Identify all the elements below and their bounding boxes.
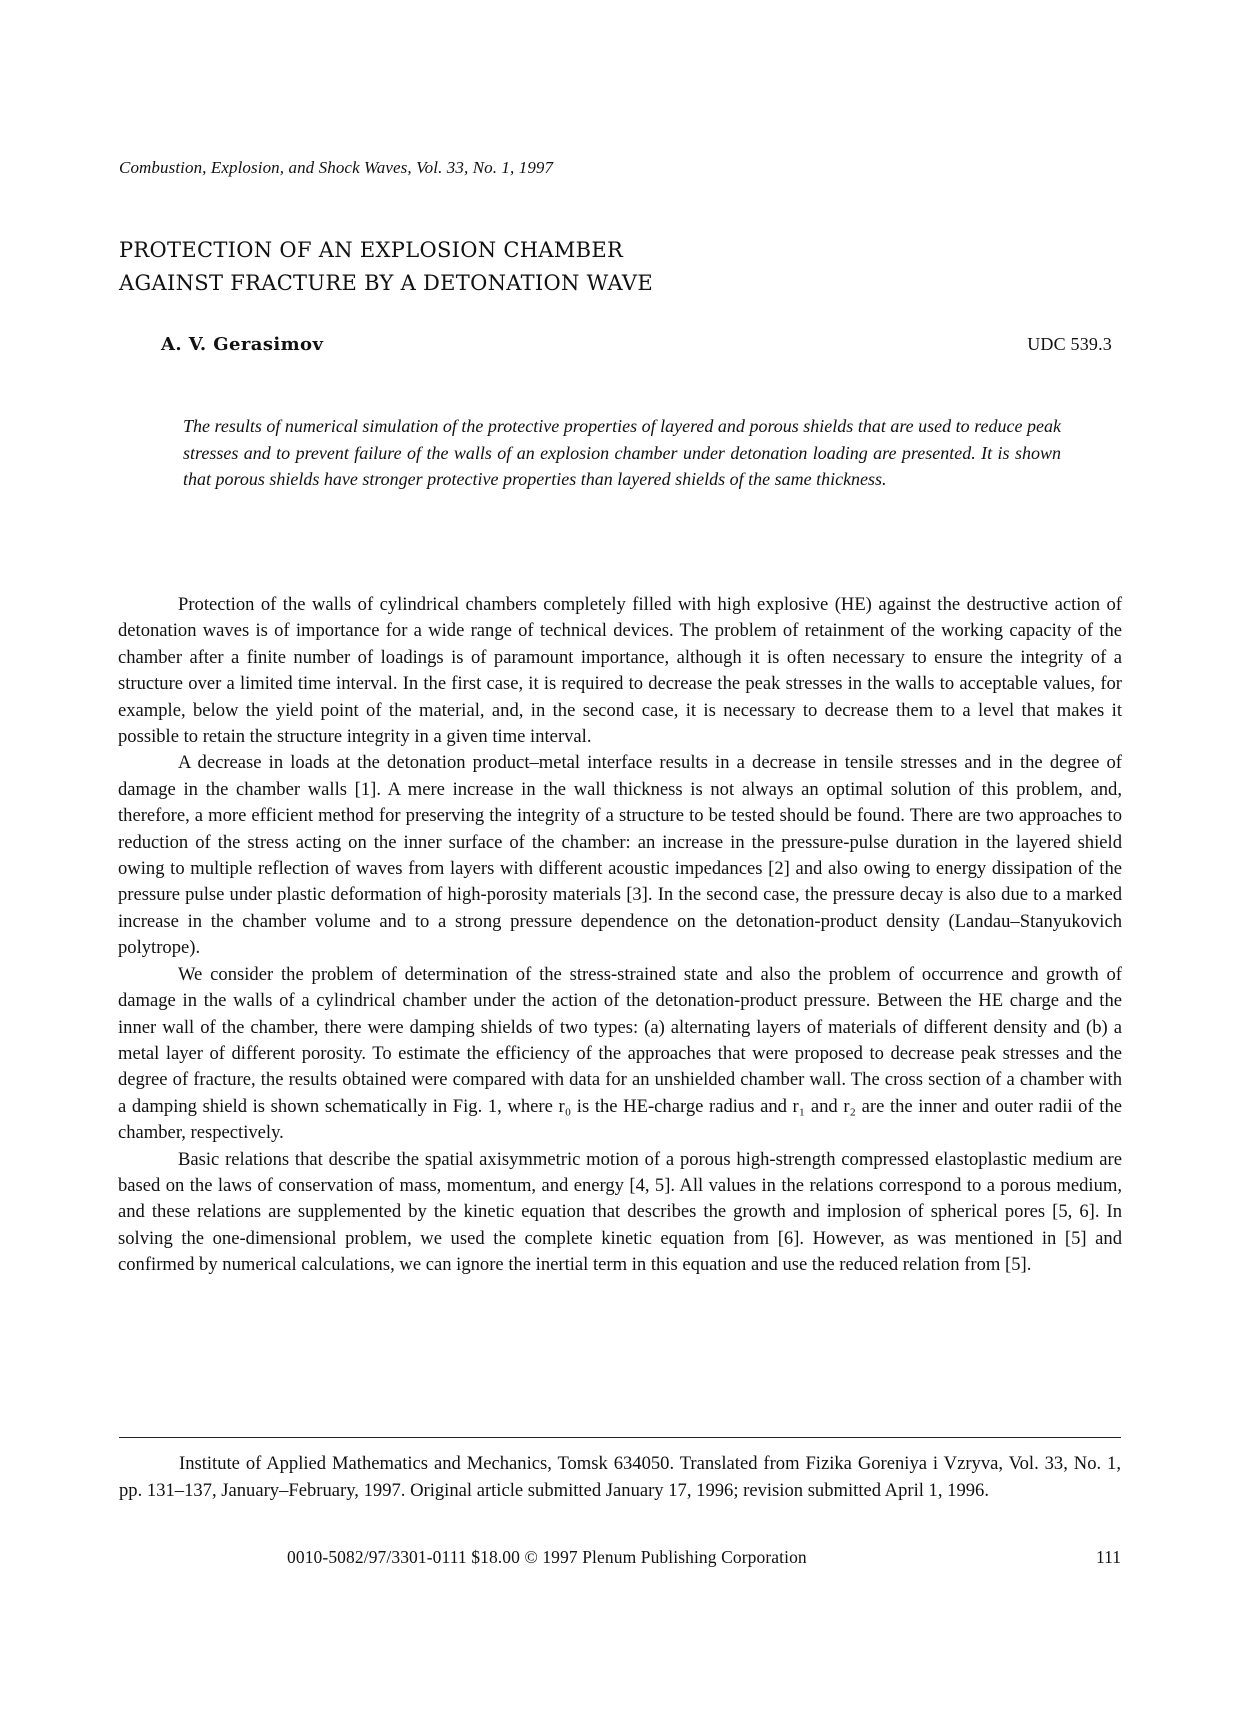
paragraph-1: Protection of the walls of cylindrical chambers completely filled with high explosive (HE) against the destructive action of detonation waves is of importance for a wide range of technical devices. The problem of retainment of the working capacity of the chamber after a finite number of loadings is of paramount importance, although it is often necessary to ensure the integrity of a structure over a limited time interval. In the first case, it is required to decrease the peak stresses in the walls to acceptable values, for example, below the yield point of the material, and, in the second case, it is necessary to decrease them to a level that makes it possible to retain the structure integrity in a given time interval. bbox=[118, 594, 1122, 748]
paragraph-3: We consider the problem of determination of the stress-strained state and also the problem of occurrence and growth of damage in the walls of a cylindrical chamber under the action of the detonation-product pressure. Between the HE charge and the inner wall of the chamber, there were damping shields of two types: (a) alternating layers of materials of different density and (b) a metal layer of different porosity. To estimate the efficiency of the approaches that were proposed to decrease peak stresses and the degree of fracture, the results obtained were compared with data for an unshielded chamber wall. The cross section of a chamber with a damping shield is shown schematically in Fig. 1, where r₀ is the HE-charge radius and r₁ and r₂ are the inner and outer radii of the chamber, respectively. bbox=[118, 963, 1122, 1144]
journal-header: Combustion, Explosion, and Shock Waves, Vol. 33, No. 1, 1997 bbox=[119, 158, 554, 177]
abstract: The results of numerical simulation of the protective properties of layered and porous shields that are used to reduce peak stresses and to prevent failure of the walls of an explosion chamber under detonation loading are presented. It is shown that porous shields have stronger protective properties than layered shields of the same thickness. bbox=[183, 416, 1061, 489]
footnote-divider bbox=[119, 1437, 1121, 1438]
page-number: 111 bbox=[1096, 1547, 1121, 1567]
body-text bbox=[118, 592, 1122, 1279]
paragraph-2: A decrease in loads at the detonation product–metal interface results in a decrease in tensile stresses and in the degree of damage in the chamber walls [1]. A mere increase in the wall thickness is not always an optimal solution of this problem, and, therefore, a more efficient method for preserving the integrity of a structure to be tested should be found. There are two approaches to reduction of the stress acting on the inner surface of the chamber: an increase in the pressure-pulse duration in the layered shield owing to multiple reflection of waves from layers with different acoustic impedances [2] and also owing to energy dissipation of the pressure pulse under plastic deformation of high-porosity materials [3]. In the second case, the pressure decay is also due to a marked increase in the chamber volume and to a strong pressure dependence on the detonation-product density (Landau–Stanyukovich polytrope). bbox=[118, 752, 1122, 959]
article-title bbox=[119, 234, 1019, 300]
author-name: A. V. Gerasimov bbox=[161, 334, 324, 355]
paragraph-4: Basic relations that describe the spatial axisymmetric motion of a porous high-strength compressed elastoplastic medium are based on the laws of conservation of mass, momentum, and energy [4, 5]. All values in the relations correspond to a porous medium, and these relations are supplemented by the kinetic equation that describes the growth and implosion of spherical pores [5, 6]. In solving the one-dimensional problem, we used the complete kinetic equation from [6]. However, as was mentioned in [5] and confirmed by numerical calculations, we can ignore the inertial term in this equation and use the reduced relation from [5]. bbox=[118, 1148, 1122, 1276]
footnote bbox=[119, 1450, 1121, 1504]
affiliation-note: Institute of Applied Mathematics and Mechanics, Tomsk 634050. Translated from Fizika Goreniya i Vzryva, Vol. 33, No. 1, pp. 131–137, January–February, 1997. Original article submitted January 17, 1996; revision submitted April 1, 1996. bbox=[119, 1453, 1121, 1501]
title-line-2: AGAINST FRACTURE BY A DETONATION WAVE bbox=[119, 271, 654, 295]
copyright-line: 0010-5082/97/3301-0111 $18.00 © 1997 Plenum Publishing Corporation bbox=[287, 1547, 807, 1567]
udc-code: UDC 539.3 bbox=[1027, 334, 1112, 354]
title-line-1: PROTECTION OF AN EXPLOSION CHAMBER bbox=[119, 238, 624, 262]
